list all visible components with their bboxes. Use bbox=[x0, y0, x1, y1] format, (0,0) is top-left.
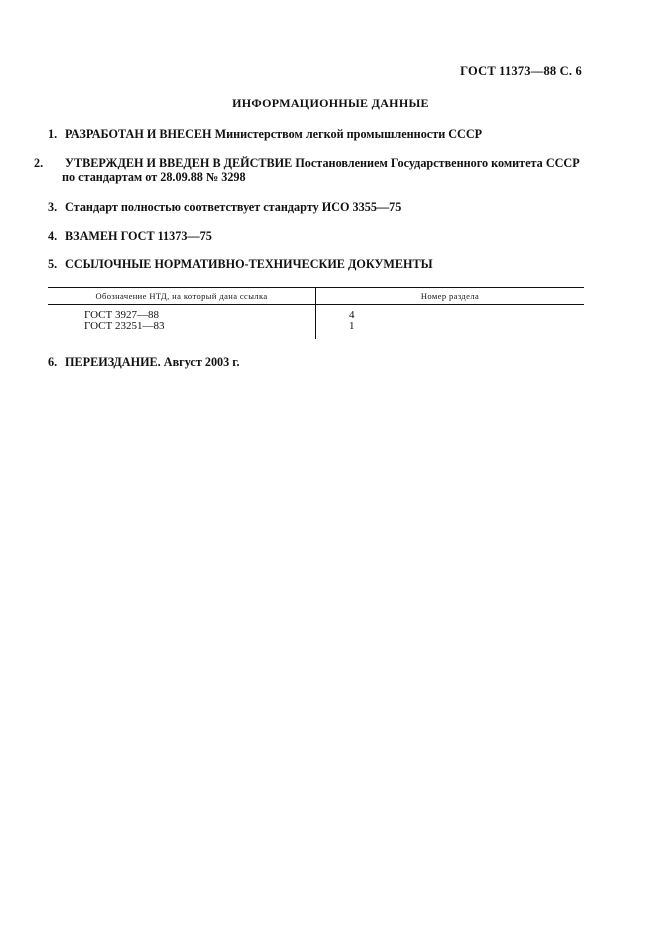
table-cell-designation: ГОСТ 23251—83 bbox=[84, 320, 165, 332]
item-text: Август 2003 г. bbox=[160, 355, 240, 369]
item-lead: ССЫЛОЧНЫЕ НОРМАТИВНО-ТЕХНИЧЕСКИЕ ДОКУМЕНТЫ bbox=[65, 257, 433, 271]
item-number: 3. bbox=[48, 200, 58, 214]
item-number: 1. bbox=[48, 127, 58, 141]
table-header-rule bbox=[48, 304, 584, 305]
list-item-6 bbox=[48, 355, 588, 369]
item-number: 6. bbox=[48, 355, 58, 369]
item-lead: РАЗРАБОТАН И ВНЕСЕН bbox=[65, 127, 212, 141]
list-item-2 bbox=[34, 156, 592, 184]
item-number: 5. bbox=[48, 257, 58, 271]
item-text: Стандарт полностью соответствует стандарту ИСО 3355—75 bbox=[65, 200, 402, 214]
item-text: Министерством легкой промышленности СССР bbox=[211, 127, 483, 141]
reference-table bbox=[48, 287, 584, 339]
list-item-5 bbox=[48, 257, 588, 271]
list-item-3 bbox=[48, 200, 588, 214]
table-cell-section: 1 bbox=[349, 320, 355, 332]
item-number: 4. bbox=[48, 229, 58, 243]
item-number: 2. bbox=[34, 156, 44, 170]
item-lead: ПЕРЕИЗДАНИЕ. bbox=[65, 355, 161, 369]
page-header-code: ГОСТ 11373—88 С. 6 bbox=[460, 64, 582, 78]
table-top-rule bbox=[48, 287, 584, 288]
item-lead: ВЗАМЕН ГОСТ 11373—75 bbox=[65, 229, 212, 243]
item-lead: УТВЕРЖДЕН И ВВЕДЕН В ДЕЙСТВИЕ bbox=[65, 156, 293, 170]
list-item-1 bbox=[48, 127, 588, 141]
table-header-section: Номер раздела bbox=[420, 291, 480, 301]
table-cell-section: 4 bbox=[349, 309, 355, 321]
item-text: Постановлением Государственного комитета СССР по стандартам от 28.09.88 № 3298 bbox=[62, 156, 580, 184]
page-title: ИНФОРМАЦИОННЫЕ ДАННЫЕ bbox=[232, 96, 429, 110]
table-cell-designation: ГОСТ 3927—88 bbox=[84, 309, 159, 321]
list-item-4 bbox=[48, 229, 588, 243]
table-header-designation: Обозначение НТД, на который дана ссылка bbox=[95, 291, 268, 301]
